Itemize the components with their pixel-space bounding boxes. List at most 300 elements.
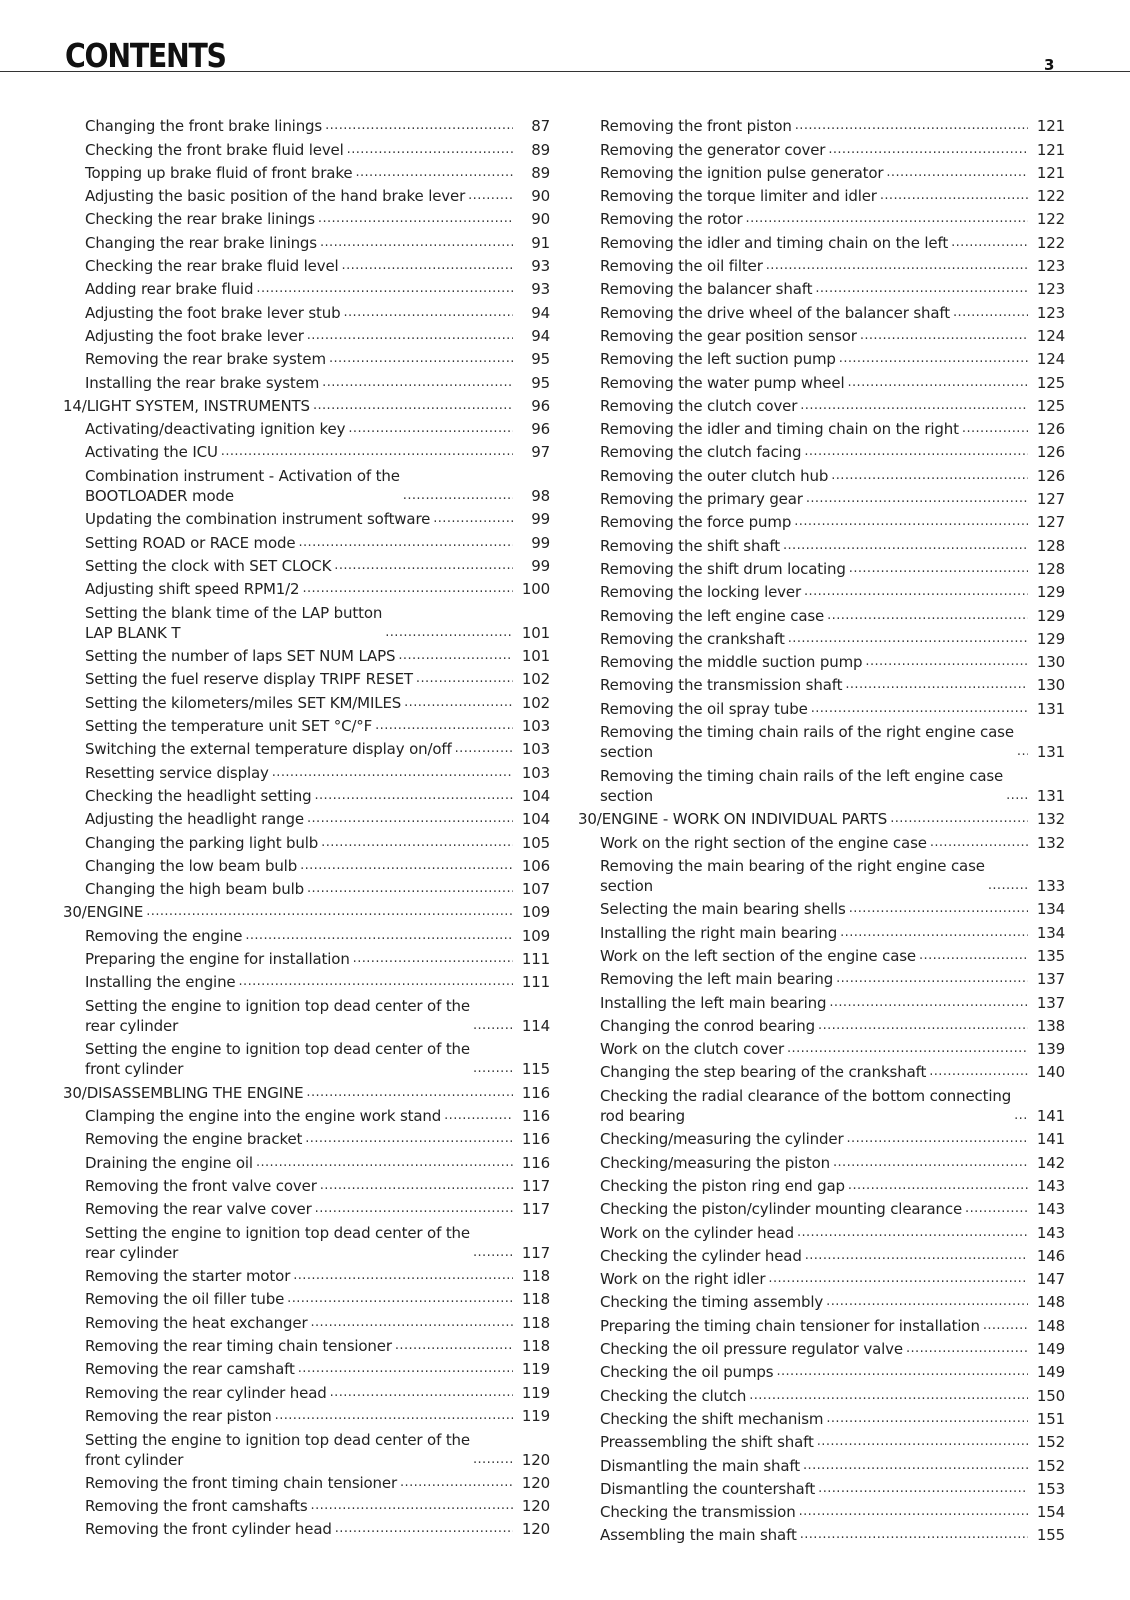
toc-entry-title: Installing the right main bearing bbox=[600, 923, 838, 942]
toc-entry[interactable] bbox=[63, 160, 550, 183]
toc-entry[interactable] bbox=[63, 1356, 550, 1379]
toc-entry-title: Updating the combination instrument software bbox=[85, 510, 431, 529]
toc-entry-title: Preparing the engine for installation bbox=[85, 949, 350, 968]
toc-entry-title: Removing the rear brake system bbox=[85, 350, 326, 369]
toc-entry[interactable] bbox=[63, 253, 550, 276]
toc-leader-dots bbox=[833, 1153, 1028, 1173]
toc-leader-dots bbox=[804, 442, 1028, 462]
toc-entry[interactable] bbox=[63, 369, 550, 392]
toc-leader-dots bbox=[965, 1199, 1028, 1219]
toc-entry-page: 148 bbox=[1036, 1293, 1065, 1312]
toc-entry[interactable] bbox=[578, 695, 1065, 718]
toc-entry-title: Dismantling the main shaft bbox=[600, 1456, 800, 1475]
toc-entry-title: Resetting service display bbox=[85, 763, 269, 782]
toc-entry-title: Removing the transmission shaft bbox=[600, 676, 843, 695]
page-number: 3 bbox=[1044, 56, 1055, 74]
toc-entry[interactable] bbox=[578, 1429, 1065, 1452]
toc-entry[interactable] bbox=[63, 806, 550, 829]
toc-entry[interactable] bbox=[578, 1382, 1065, 1405]
toc-entry-title: Setting the engine to ignition top dead center of the front cylinder bbox=[85, 1430, 470, 1469]
toc-entry[interactable] bbox=[63, 553, 550, 576]
toc-entry-title: Work on the left section of the engine case bbox=[600, 946, 917, 965]
toc-entry-page: 122 bbox=[1036, 210, 1065, 229]
toc-entry[interactable] bbox=[578, 229, 1065, 252]
toc-entry-title: Adjusting the foot brake lever bbox=[85, 326, 304, 345]
toc-entry[interactable] bbox=[63, 713, 550, 736]
toc-entry-title: Changing the rear brake linings bbox=[85, 233, 317, 252]
toc-entry[interactable] bbox=[578, 853, 1065, 897]
toc-entry[interactable] bbox=[63, 783, 550, 806]
toc-entry-page: 153 bbox=[1036, 1479, 1065, 1498]
toc-entry[interactable] bbox=[63, 1403, 550, 1426]
toc-entry[interactable] bbox=[63, 1309, 550, 1332]
toc-entry[interactable] bbox=[578, 439, 1065, 462]
toc-leader-dots bbox=[321, 833, 513, 853]
toc-entry-title: Removing the oil spray tube bbox=[600, 699, 808, 718]
toc-entry-title: Checking the oil pumps bbox=[600, 1363, 774, 1382]
toc-section-heading[interactable] bbox=[63, 393, 550, 416]
toc-entry-title: Installing the engine bbox=[85, 973, 236, 992]
toc-entry[interactable] bbox=[578, 1082, 1065, 1126]
toc-entry[interactable] bbox=[578, 369, 1065, 392]
toc-entry-title: Removing the primary gear bbox=[600, 490, 803, 509]
toc-entry[interactable] bbox=[63, 506, 550, 529]
toc-entry[interactable] bbox=[63, 1219, 550, 1263]
toc-entry-page: 121 bbox=[1036, 117, 1065, 136]
toc-entry-page: 123 bbox=[1036, 280, 1065, 299]
toc-entry-page: 98 bbox=[531, 487, 550, 506]
toc-entry-page: 129 bbox=[1036, 606, 1065, 625]
toc-section-heading[interactable] bbox=[578, 806, 1065, 829]
toc-entry-title: Dismantling the countershaft bbox=[600, 1479, 816, 1498]
toc-entry-page: 143 bbox=[1036, 1223, 1065, 1242]
toc-entry-title: Changing the front brake linings bbox=[85, 117, 323, 136]
toc-entry-title: Installing the rear brake system bbox=[85, 373, 320, 392]
toc-entry-title: Adjusting the foot brake lever stub bbox=[85, 303, 341, 322]
toc-leader-dots bbox=[818, 1016, 1028, 1036]
toc-entry-page: 119 bbox=[521, 1383, 550, 1402]
toc-entry[interactable] bbox=[63, 113, 550, 136]
toc-leader-dots bbox=[1006, 786, 1028, 806]
toc-entry-title: Removing the crankshaft bbox=[600, 629, 785, 648]
toc-leader-dots bbox=[806, 489, 1028, 509]
toc-leader-dots bbox=[322, 373, 513, 393]
toc-entry-title: Work on the right idler bbox=[600, 1270, 766, 1289]
toc-entry-title: Setting the temperature unit SET °C/°F bbox=[85, 717, 373, 736]
toc-entry[interactable] bbox=[578, 253, 1065, 276]
toc-leader-dots bbox=[811, 699, 1028, 719]
toc-leader-dots bbox=[272, 763, 513, 783]
toc-entry[interactable] bbox=[578, 183, 1065, 206]
toc-entry[interactable] bbox=[63, 1149, 550, 1172]
toc-entry-title: Removing the drive wheel of the balancer shaft bbox=[600, 303, 951, 322]
toc-entry[interactable] bbox=[578, 579, 1065, 602]
toc-entry[interactable] bbox=[578, 1219, 1065, 1242]
toc-entry-page: 128 bbox=[1036, 536, 1065, 555]
toc-entry-page: 90 bbox=[531, 187, 550, 206]
toc-entry[interactable] bbox=[63, 276, 550, 299]
toc-entry[interactable] bbox=[578, 1452, 1065, 1475]
toc-entry-page: 118 bbox=[521, 1313, 550, 1332]
toc-entry-page: 103 bbox=[521, 740, 550, 759]
toc-entry[interactable] bbox=[63, 876, 550, 899]
toc-entry-page: 104 bbox=[521, 786, 550, 805]
toc-entry-page: 143 bbox=[1036, 1200, 1065, 1219]
toc-entry-title: Removing the outer clutch hub bbox=[600, 466, 829, 485]
toc-leader-dots bbox=[256, 279, 513, 299]
toc-entry[interactable] bbox=[63, 346, 550, 369]
toc-entry[interactable] bbox=[578, 649, 1065, 672]
toc-leader-dots bbox=[951, 233, 1028, 253]
toc-entry[interactable] bbox=[63, 599, 550, 643]
toc-entry[interactable] bbox=[63, 1286, 550, 1309]
toc-section-heading[interactable] bbox=[63, 899, 550, 922]
toc-leader-dots bbox=[455, 739, 513, 759]
toc-entry-title: Setting the kilometers/miles SET KM/MILES bbox=[85, 693, 402, 712]
toc-entry[interactable] bbox=[578, 323, 1065, 346]
toc-entry-title: Removing the front cylinder head bbox=[85, 1520, 332, 1539]
toc-entry-page: 134 bbox=[1036, 900, 1065, 919]
toc-entry-page: 126 bbox=[1036, 466, 1065, 485]
toc-entry[interactable] bbox=[63, 736, 550, 759]
toc-entry-title: Removing the torque limiter and idler bbox=[600, 187, 877, 206]
toc-entry-page: 147 bbox=[1036, 1270, 1065, 1289]
toc-entry[interactable] bbox=[578, 1312, 1065, 1335]
toc-entry[interactable] bbox=[63, 206, 550, 229]
toc-entry-page: 116 bbox=[521, 1083, 550, 1102]
toc-leader-dots bbox=[804, 582, 1028, 602]
toc-leader-dots bbox=[315, 1199, 513, 1219]
toc-entry-page: 130 bbox=[1036, 653, 1065, 672]
toc-entry[interactable] bbox=[63, 416, 550, 439]
toc-leader-dots bbox=[325, 116, 513, 136]
toc-entry[interactable] bbox=[578, 556, 1065, 579]
toc-entry[interactable] bbox=[578, 416, 1065, 439]
toc-entry[interactable] bbox=[578, 1173, 1065, 1196]
toc-entry[interactable] bbox=[578, 762, 1065, 806]
toc-entry-page: 131 bbox=[1036, 786, 1065, 805]
toc-leader-dots bbox=[307, 809, 513, 829]
toc-entry-title: Removing the left suction pump bbox=[600, 350, 836, 369]
toc-leader-dots bbox=[335, 1519, 513, 1539]
toc-entry[interactable] bbox=[578, 486, 1065, 509]
toc-entry-title: Removing the clutch cover bbox=[600, 396, 798, 415]
toc-leader-dots bbox=[826, 1292, 1028, 1312]
toc-entry-title: 30/ENGINE bbox=[63, 903, 144, 922]
toc-entry[interactable] bbox=[578, 393, 1065, 416]
toc-leader-dots bbox=[836, 969, 1028, 989]
toc-entry[interactable] bbox=[63, 136, 550, 159]
toc-entry-title: Removing the rear cylinder head bbox=[85, 1383, 327, 1402]
toc-entry[interactable] bbox=[578, 299, 1065, 322]
toc-entry-title: Checking the cylinder head bbox=[600, 1246, 802, 1265]
toc-entry-page: 109 bbox=[521, 903, 550, 922]
toc-entry-page: 139 bbox=[1036, 1040, 1065, 1059]
toc-entry-title: Removing the main bearing of the right engine case section bbox=[600, 857, 985, 896]
toc-entry-title: Checking/measuring the piston bbox=[600, 1153, 830, 1172]
toc-entry-page: 101 bbox=[521, 647, 550, 666]
toc-entry-title: Removing the timing chain rails of the left engine case section bbox=[600, 766, 1004, 805]
toc-entry[interactable] bbox=[578, 1126, 1065, 1149]
toc-leader-dots bbox=[318, 209, 513, 229]
toc-leader-dots bbox=[342, 256, 513, 276]
toc-entry[interactable] bbox=[63, 1196, 550, 1219]
toc-entry[interactable] bbox=[578, 206, 1065, 229]
toc-leader-dots bbox=[313, 396, 513, 416]
toc-leader-dots bbox=[826, 1409, 1028, 1429]
toc-entry[interactable] bbox=[578, 943, 1065, 966]
toc-leader-dots bbox=[398, 646, 513, 666]
toc-entry[interactable] bbox=[63, 946, 550, 969]
toc-entry[interactable] bbox=[578, 532, 1065, 555]
toc-leader-dots bbox=[310, 1313, 513, 1333]
toc-entry[interactable] bbox=[63, 1379, 550, 1402]
toc-entry[interactable] bbox=[578, 966, 1065, 989]
toc-leader-dots bbox=[865, 652, 1028, 672]
toc-entry-page: 114 bbox=[521, 1016, 550, 1035]
toc-entry[interactable] bbox=[63, 1516, 550, 1539]
toc-entry-page: 120 bbox=[521, 1450, 550, 1469]
toc-leader-dots bbox=[444, 1106, 513, 1126]
toc-entry-page: 127 bbox=[1036, 490, 1065, 509]
toc-entry-title: Clamping the engine into the engine work stand bbox=[85, 1107, 442, 1126]
toc-leader-dots bbox=[300, 856, 513, 876]
toc-entry[interactable] bbox=[63, 183, 550, 206]
toc-entry-page: 155 bbox=[1036, 1526, 1065, 1545]
toc-entry-title: Checking the headlight setting bbox=[85, 786, 312, 805]
toc-entry-title: Removing the force pump bbox=[600, 513, 792, 532]
toc-leader-dots bbox=[473, 1016, 513, 1036]
toc-entry-title: Work on the cylinder head bbox=[600, 1223, 794, 1242]
toc-entry[interactable] bbox=[63, 1126, 550, 1149]
toc-entry[interactable] bbox=[578, 602, 1065, 625]
toc-entry-page: 111 bbox=[521, 949, 550, 968]
toc-entry-page: 138 bbox=[1036, 1016, 1065, 1035]
toc-entry-page: 121 bbox=[1036, 140, 1065, 159]
toc-entry[interactable] bbox=[63, 1036, 550, 1080]
toc-leader-dots bbox=[221, 442, 513, 462]
toc-entry-page: 106 bbox=[521, 856, 550, 875]
toc-entry-page: 128 bbox=[1036, 559, 1065, 578]
toc-entry-title: Adjusting shift speed RPM1/2 bbox=[85, 580, 300, 599]
toc-entry-page: 95 bbox=[531, 350, 550, 369]
toc-entry-page: 107 bbox=[521, 880, 550, 899]
toc-leader-dots bbox=[930, 833, 1028, 853]
toc-leader-dots bbox=[353, 949, 513, 969]
toc-leader-dots bbox=[320, 1176, 513, 1196]
toc-entry[interactable] bbox=[63, 529, 550, 552]
toc-column-right bbox=[578, 113, 1065, 1545]
toc-entry[interactable] bbox=[63, 1263, 550, 1286]
toc-entry[interactable] bbox=[578, 1149, 1065, 1172]
toc-entry[interactable] bbox=[63, 643, 550, 666]
toc-leader-dots bbox=[245, 926, 513, 946]
toc-entry[interactable] bbox=[63, 853, 550, 876]
toc-leader-dots bbox=[749, 1386, 1028, 1406]
toc-leader-dots bbox=[840, 923, 1028, 943]
toc-leader-dots bbox=[1017, 742, 1028, 762]
toc-leader-dots bbox=[848, 1176, 1028, 1196]
toc-entry[interactable] bbox=[578, 1499, 1065, 1522]
toc-leader-dots bbox=[776, 1362, 1028, 1382]
toc-leader-dots bbox=[307, 326, 513, 346]
toc-section-heading[interactable] bbox=[63, 1079, 550, 1102]
toc-leader-dots bbox=[395, 1336, 513, 1356]
toc-entry-page: 123 bbox=[1036, 303, 1065, 322]
toc-entry[interactable] bbox=[578, 896, 1065, 919]
toc-entry[interactable] bbox=[63, 323, 550, 346]
toc-entry-title: Removing the shift shaft bbox=[600, 536, 780, 555]
toc-column-left bbox=[63, 113, 550, 1539]
toc-entry-page: 154 bbox=[1036, 1503, 1065, 1522]
toc-entry[interactable] bbox=[63, 1470, 550, 1493]
toc-leader-dots bbox=[787, 1039, 1028, 1059]
toc-entry[interactable] bbox=[578, 1522, 1065, 1545]
toc-entry-page: 123 bbox=[1036, 257, 1065, 276]
toc-entry-page: 94 bbox=[531, 303, 550, 322]
toc-entry[interactable] bbox=[578, 829, 1065, 852]
toc-entry[interactable] bbox=[578, 1243, 1065, 1266]
toc-entry[interactable] bbox=[578, 919, 1065, 942]
toc-entry[interactable] bbox=[578, 1289, 1065, 1312]
toc-entry[interactable] bbox=[578, 113, 1065, 136]
toc-entry-title: Removing the ignition pulse generator bbox=[600, 163, 884, 182]
toc-entry[interactable] bbox=[63, 969, 550, 992]
toc-entry[interactable] bbox=[578, 1266, 1065, 1289]
toc-leader-dots bbox=[829, 993, 1028, 1013]
toc-entry[interactable] bbox=[63, 689, 550, 712]
toc-leader-dots bbox=[298, 1359, 513, 1379]
toc-entry-title: Setting the engine to ignition top dead center of the rear cylinder bbox=[85, 1223, 470, 1262]
toc-entry[interactable] bbox=[578, 346, 1065, 369]
toc-entry-title: Removing the gear position sensor bbox=[600, 326, 857, 345]
toc-entry-page: 152 bbox=[1036, 1456, 1065, 1475]
toc-entry[interactable] bbox=[63, 1173, 550, 1196]
toc-entry-title: Selecting the main bearing shells bbox=[600, 900, 846, 919]
toc-leader-dots bbox=[375, 716, 513, 736]
toc-entry[interactable] bbox=[578, 276, 1065, 299]
toc-entry[interactable] bbox=[63, 992, 550, 1036]
toc-entry-title: Removing the rear camshaft bbox=[85, 1360, 295, 1379]
toc-entry[interactable] bbox=[578, 160, 1065, 183]
header-divider bbox=[0, 71, 1130, 72]
toc-entry-page: 122 bbox=[1036, 187, 1065, 206]
toc-entry[interactable] bbox=[63, 1103, 550, 1126]
toc-entry[interactable] bbox=[63, 1333, 550, 1356]
toc-entry-title: Checking/measuring the cylinder bbox=[600, 1130, 844, 1149]
toc-entry-title: Removing the locking lever bbox=[600, 583, 802, 602]
toc-entry[interactable] bbox=[578, 1476, 1065, 1499]
toc-entry-page: 101 bbox=[521, 623, 550, 642]
toc-entry-title: Removing the front timing chain tensioner bbox=[85, 1473, 397, 1492]
toc-entry[interactable] bbox=[578, 136, 1065, 159]
toc-entry[interactable] bbox=[578, 1059, 1065, 1082]
toc-entry-page: 120 bbox=[521, 1497, 550, 1516]
toc-leader-dots bbox=[890, 809, 1028, 829]
toc-entry-title: Removing the heat exchanger bbox=[85, 1313, 308, 1332]
toc-entry[interactable] bbox=[578, 672, 1065, 695]
toc-entry[interactable] bbox=[578, 509, 1065, 532]
toc-entry-title: Removing the clutch facing bbox=[600, 443, 802, 462]
toc-entry[interactable] bbox=[63, 299, 550, 322]
toc-entry-title: Removing the oil filler tube bbox=[85, 1290, 285, 1309]
toc-entry[interactable] bbox=[63, 759, 550, 782]
toc-entry-title: Removing the front piston bbox=[600, 117, 792, 136]
toc-entry-page: 95 bbox=[531, 373, 550, 392]
toc-entry[interactable] bbox=[63, 1426, 550, 1470]
toc-entry-page: 111 bbox=[521, 973, 550, 992]
toc-entry-title: Checking the front brake fluid level bbox=[85, 140, 344, 159]
toc-entry-page: 146 bbox=[1036, 1246, 1065, 1265]
toc-entry-page: 130 bbox=[1036, 676, 1065, 695]
toc-entry-page: 134 bbox=[1036, 923, 1065, 942]
toc-leader-dots bbox=[827, 606, 1028, 626]
toc-entry[interactable] bbox=[63, 1493, 550, 1516]
toc-leader-dots bbox=[293, 1266, 513, 1286]
toc-leader-dots bbox=[805, 1246, 1028, 1266]
toc-entry-title: 30/ENGINE - WORK ON INDIVIDUAL PARTS bbox=[578, 810, 888, 829]
toc-entry[interactable] bbox=[63, 922, 550, 945]
toc-entry[interactable] bbox=[63, 439, 550, 462]
toc-entry-page: 152 bbox=[1036, 1433, 1065, 1452]
toc-entry-page: 117 bbox=[521, 1176, 550, 1195]
toc-entry[interactable] bbox=[578, 1013, 1065, 1036]
toc-entry-page: 89 bbox=[531, 163, 550, 182]
toc-leader-dots bbox=[305, 1129, 513, 1149]
toc-leader-dots bbox=[473, 1450, 513, 1470]
toc-entry[interactable] bbox=[578, 989, 1065, 1012]
toc-entry-page: 124 bbox=[1036, 326, 1065, 345]
toc-leader-dots bbox=[334, 556, 513, 576]
toc-leader-dots bbox=[347, 140, 513, 160]
toc-entry[interactable] bbox=[63, 829, 550, 852]
toc-entry-page: 137 bbox=[1036, 970, 1065, 989]
toc-entry-page: 142 bbox=[1036, 1153, 1065, 1172]
toc-entry[interactable] bbox=[63, 666, 550, 689]
toc-entry[interactable] bbox=[578, 1036, 1065, 1059]
toc-entry[interactable] bbox=[578, 1359, 1065, 1382]
toc-entry[interactable] bbox=[578, 719, 1065, 763]
toc-entry[interactable] bbox=[578, 1406, 1065, 1429]
page-header bbox=[0, 0, 1130, 74]
toc-leader-dots bbox=[348, 419, 513, 439]
toc-entry-title: Setting the number of laps SET NUM LAPS bbox=[85, 647, 396, 666]
toc-entry[interactable] bbox=[578, 462, 1065, 485]
toc-leader-dots bbox=[473, 1059, 513, 1079]
toc-entry-title: Checking the radial clearance of the bottom connecting rod bearing bbox=[600, 1087, 1012, 1126]
toc-entry-page: 89 bbox=[531, 140, 550, 159]
toc-entry-page: 116 bbox=[521, 1107, 550, 1126]
toc-entry[interactable] bbox=[578, 1196, 1065, 1219]
toc-entry[interactable] bbox=[63, 576, 550, 599]
toc-leader-dots bbox=[845, 675, 1028, 695]
toc-leader-dots bbox=[298, 533, 513, 553]
toc-leader-dots bbox=[794, 512, 1028, 532]
toc-entry[interactable] bbox=[63, 229, 550, 252]
toc-entry[interactable] bbox=[578, 626, 1065, 649]
toc-leader-dots bbox=[385, 623, 513, 643]
toc-leader-dots bbox=[146, 902, 513, 922]
toc-leader-dots bbox=[815, 279, 1028, 299]
toc-entry-title: Removing the timing chain rails of the right engine case section bbox=[600, 723, 1014, 762]
toc-leader-dots bbox=[306, 1083, 513, 1103]
toc-leader-dots bbox=[302, 579, 513, 599]
toc-entry[interactable] bbox=[63, 462, 550, 506]
toc-entry-title: Removing the idler and timing chain on the right bbox=[600, 420, 959, 439]
toc-entry-page: 118 bbox=[521, 1337, 550, 1356]
toc-entry[interactable] bbox=[578, 1336, 1065, 1359]
toc-leader-dots bbox=[799, 1502, 1028, 1522]
